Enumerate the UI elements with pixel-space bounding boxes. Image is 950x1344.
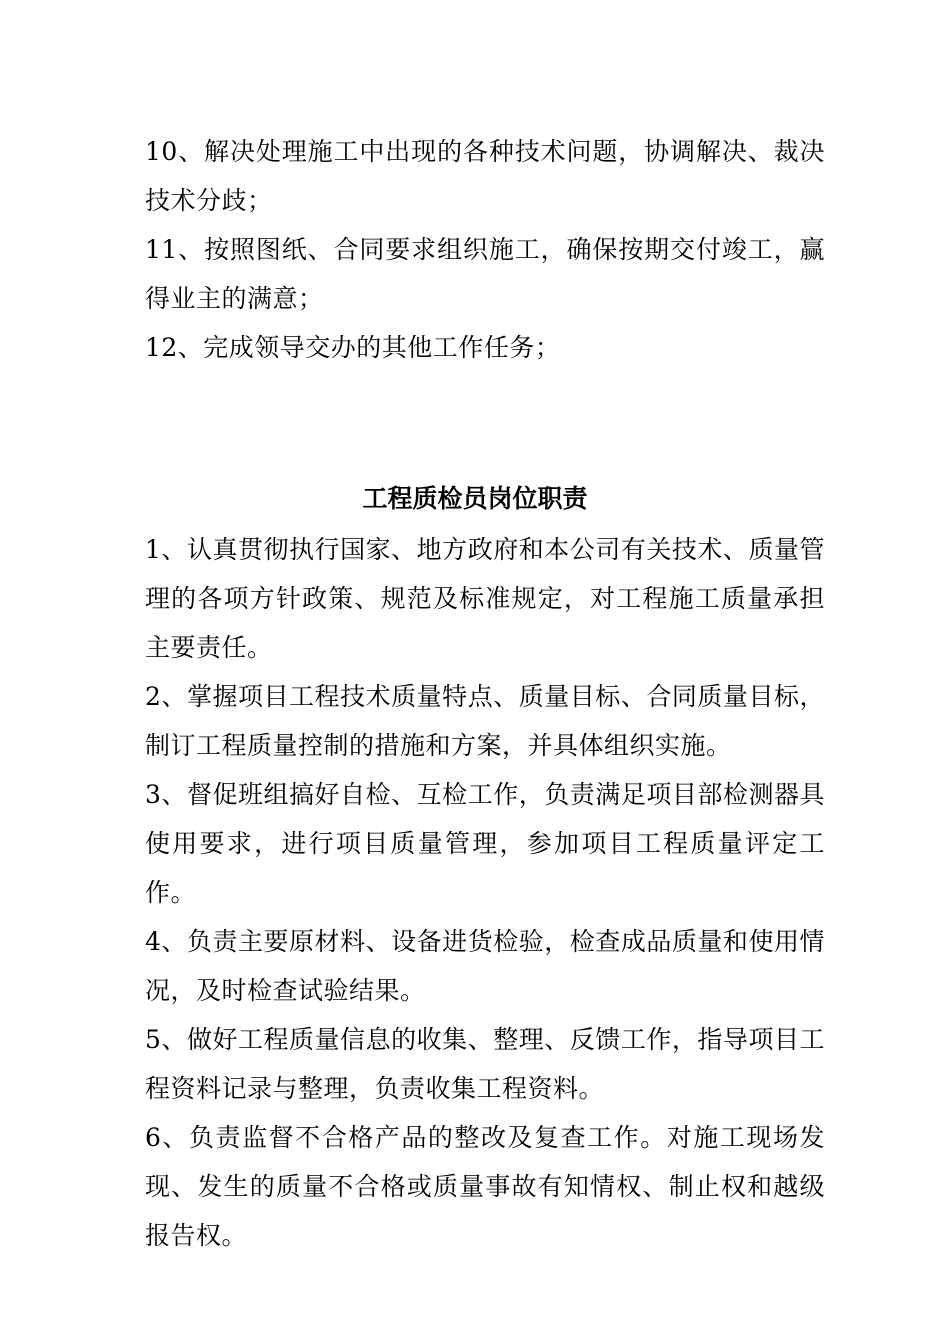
quality-inspector-duty-list: [145, 525, 825, 1260]
duty-item-11: 11、按照图纸、合同要求组织施工，确保按期交付竣工，赢得业主的满意；: [145, 235, 825, 313]
duty-item-1: 1、认真贯彻执行国家、地方政府和本公司有关技术、质量管理的各项方针政策、规范及标准规定，对工程施工质量承担主要责任。: [145, 535, 825, 662]
duty-item-6: 6、负责监督不合格产品的整改及复查工作。对施工现场发现、发生的质量不合格或质量事故有知情权、制止权和越级报告权。: [145, 1123, 825, 1250]
duty-item-3: 3、督促班组搞好自检、互检工作，负责满足项目部检测器具使用要求，进行项目质量管理，参加项目工程质量评定工作。: [145, 780, 825, 907]
duty-item-5: 5、做好工程质量信息的收集、整理、反馈工作，指导项目工程资料记录与整理，负责收集工程资料。: [145, 1025, 825, 1103]
duty-item-10: 10、解决处理施工中出现的各种技术问题，协调解决、裁决技术分歧；: [145, 137, 825, 215]
duty-item-2: 2、掌握项目工程技术质量特点、质量目标、合同质量目标，制订工程质量控制的措施和方案，并具体组织实施。: [145, 682, 825, 760]
section-title: 工程质检员岗位职责: [362, 484, 588, 513]
continued-duty-list: [145, 127, 825, 372]
duty-item-4: 4、负责主要原材料、设备进货检验，检查成品质量和使用情况，及时检查试验结果。: [145, 927, 825, 1005]
duty-item-12: 12、完成领导交办的其他工作任务；: [145, 333, 561, 362]
